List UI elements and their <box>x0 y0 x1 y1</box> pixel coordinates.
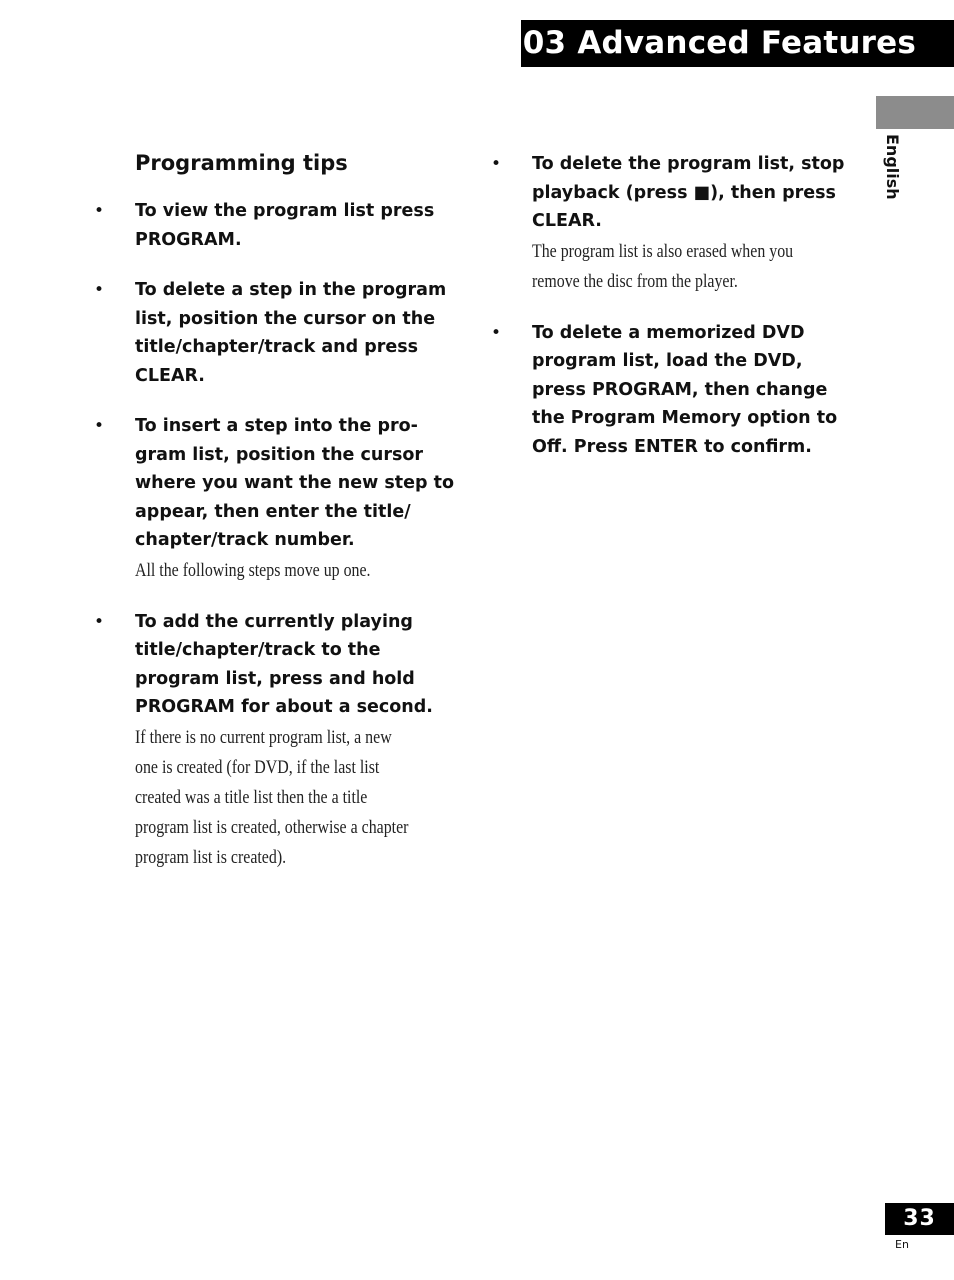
chapter-title: 03 Advanced Features <box>522 25 916 61</box>
bullet-icon: • <box>491 154 502 174</box>
tip-note: If there is no current program list, a new one is created (for DVD, if the last list created was a title list then the a title program list is created, otherwise a chapter program list is created). <box>135 727 409 868</box>
tip-note: The program list is also erased when you remove the disc from the player. <box>532 241 794 292</box>
tip-item <box>94 412 466 586</box>
tip-item <box>94 608 466 873</box>
language-tab <box>872 134 908 224</box>
tip-title: To delete a memorized DVD program list, load the DVD, press PROGRAM, then change the Program Memory option to Off. Press ENTER to confirm. <box>532 322 838 457</box>
tip-title: To add the currently playing title/chapter/track to the program list, press and hold PROGRAM for about a second. <box>135 611 433 717</box>
bullet-icon: • <box>94 201 105 221</box>
bullet-icon: • <box>94 611 105 632</box>
language-tab-marker <box>876 96 954 129</box>
tip-item <box>94 197 466 254</box>
tip-title: To insert a step into the pro- gram list, position the cursor where you want the new step to appear, then enter the title/ chapter/track number. <box>135 416 454 550</box>
page-language-code: En <box>895 1238 909 1251</box>
language-tab-label: English <box>883 134 902 200</box>
tip-item <box>491 319 863 462</box>
bullet-icon: • <box>94 280 105 300</box>
right-column <box>491 150 863 483</box>
tip-item <box>94 276 466 390</box>
section-heading: Programming tips <box>135 151 348 175</box>
tip-item <box>491 150 863 297</box>
tip-note: All the following steps move up one. <box>135 560 371 581</box>
page-number: 33 <box>885 1203 954 1235</box>
left-column <box>94 197 466 895</box>
bullet-icon: • <box>94 416 105 436</box>
tip-title: To delete the program list, stop playback (press ■), then press CLEAR. <box>532 154 845 231</box>
tip-title: To view the program list press PROGRAM. <box>135 201 435 250</box>
chapter-title-bar <box>521 20 954 67</box>
bullet-icon: • <box>491 322 502 343</box>
tip-title: To delete a step in the program list, position the cursor on the title/chapter/track and press CLEAR. <box>135 280 447 386</box>
